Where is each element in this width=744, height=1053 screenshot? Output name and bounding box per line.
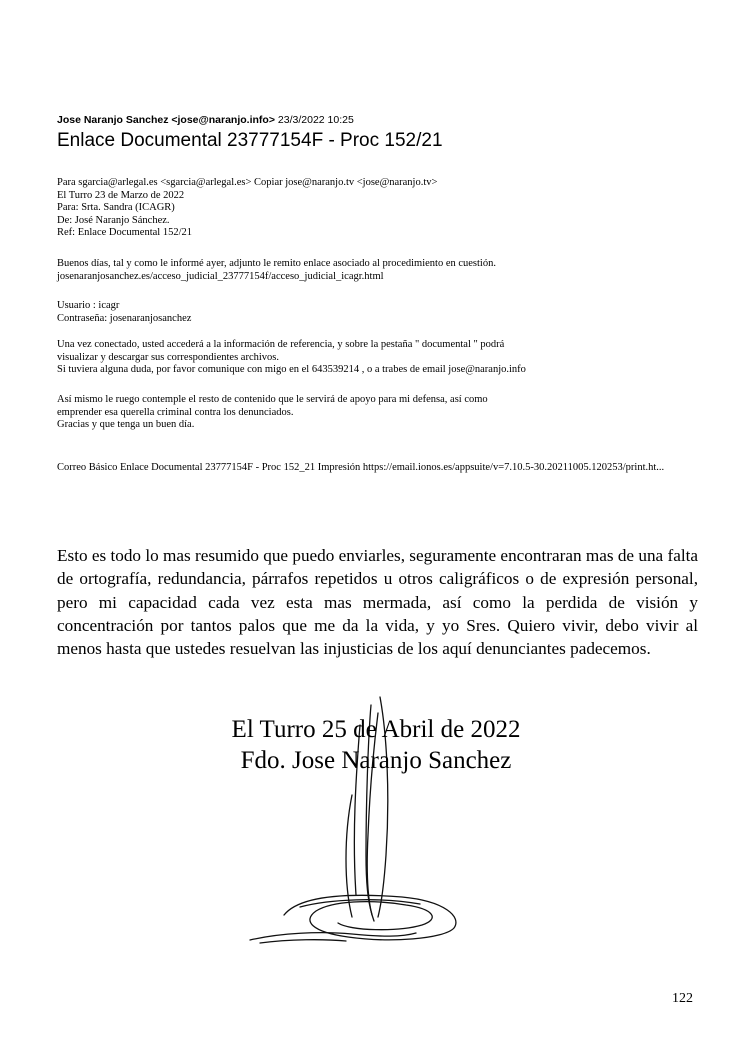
intro-block: [57, 258, 496, 283]
closing-line: emprender esa querella criminal contra los denunciados.: [57, 406, 294, 418]
recipients-block: [57, 177, 437, 240]
sent-date: 23/3/2022 10:25: [277, 114, 354, 126]
letter-paragraph: Esto es todo lo mas resumido que puedo enviarles, seguramente encontraran mas de una falta de ortografía, redundancia, párrafos repetidos u otros caligráficos o de expresión personal, pero mi capacidad cada vez esta mas mermada, así como la perdida de visión y concentración por tantos palos que me da la vida, y yo Sres. Quiero vivir, debo vivir al menos hasta que ustedes resuelvan las injusticias de los aquí denunciantes padecemos.: [57, 546, 698, 659]
letter-date-line: El Turro 23 de Marzo de 2022: [57, 189, 185, 201]
place-date: El Turro 25 de Abril de 2022: [231, 716, 521, 743]
instructions-line: visualizar y descargar sus correspondientes archivos.: [57, 351, 279, 363]
email-subject: Enlace Documental 23777154F - Proc 152/21: [57, 130, 443, 151]
instructions-line: Una vez conectado, usted accederá a la información de referencia, y sobre la pestaña " documental " podrá: [57, 339, 505, 350]
recipients-line: Para sgarcia@arlegal.es <sgarcia@arlegal.es> Copiar jose@naranjo.tv <jose@naranjo.tv>: [57, 177, 438, 188]
sender-name: Jose Naranjo Sanchez <jose@naranjo.info>: [57, 114, 275, 126]
greeting-line: Buenos días, tal y como le informé ayer, adjunto le remito enlace asociado al procedimiento en cuestión.: [57, 258, 496, 269]
password-line: Contraseña: josenaranjosanchez: [57, 312, 192, 324]
sender-line: [57, 114, 697, 127]
credentials-block: [57, 300, 191, 325]
username-line: Usuario : icagr: [57, 300, 120, 311]
reference-line: Ref: Enlace Documental 152/21: [57, 227, 192, 239]
closing-line: Así mismo le ruego contemple el resto de contenido que le servirá de apoyo para mi defensa, así como: [57, 394, 488, 405]
print-footer: Correo Básico Enlace Documental 23777154F - Proc 152_21 Impresión https://email.ionos.es/appsuite/v=7.10.5-30.20211005.120253/print.ht...: [57, 462, 665, 473]
to-line: Para: Srta. Sandra (ICAGR): [57, 202, 175, 214]
thanks-line: Gracias y que tenga un buen día.: [57, 419, 195, 431]
contact-line: Si tuviera alguna duda, por favor comunique con migo en el 643539214 , o a trabes de email jose@naranjo.info: [57, 364, 526, 376]
page-number: 122: [672, 991, 693, 1006]
access-link[interactable]: josenaranjosanchez.es/acceso_judicial_23777154f/acceso_judicial_icagr.html: [57, 270, 384, 282]
instructions-block: [57, 339, 526, 377]
signed-by: Fdo. Jose Naranjo Sanchez: [240, 747, 512, 774]
closing-block: [57, 394, 488, 432]
from-line: De: José Naranjo Sánchez.: [57, 214, 170, 226]
email-header: [57, 114, 697, 153]
